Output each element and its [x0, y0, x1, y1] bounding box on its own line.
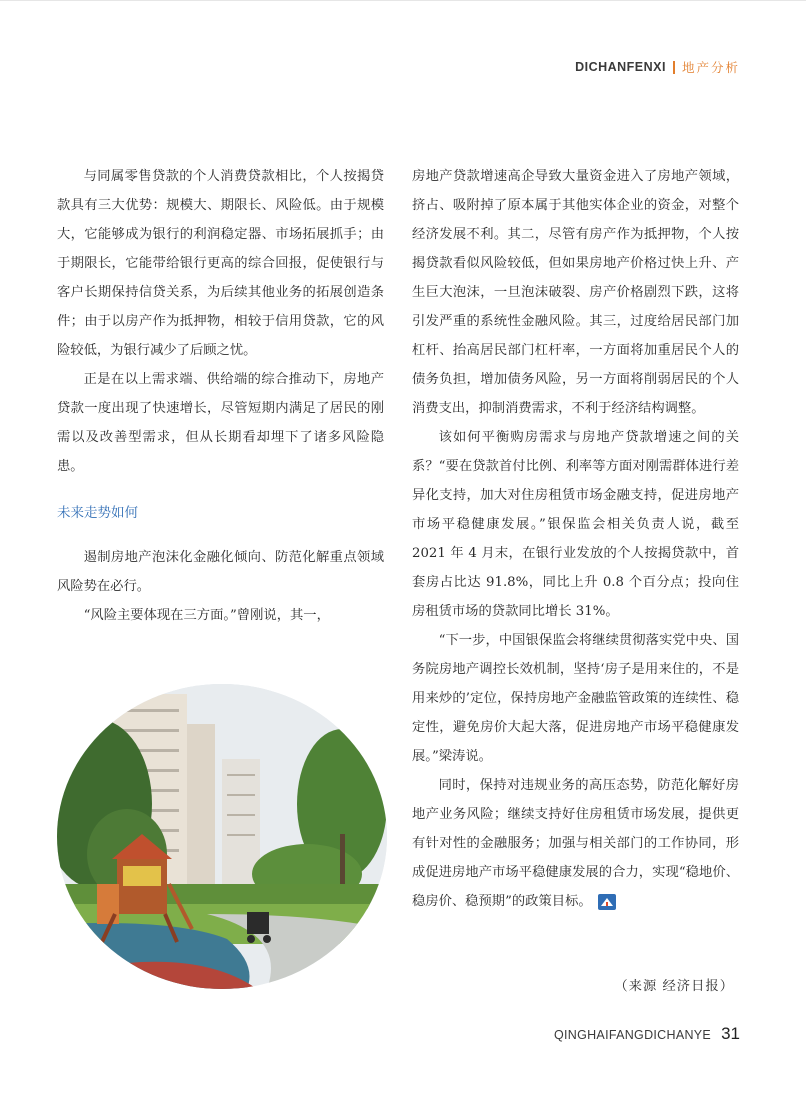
- section-heading: 未来走势如何: [57, 505, 138, 521]
- paragraph: 该如何平衡购房需求与房地产贷款增速之间的关系？“要在贷款首付比例、利率等方面对刚需群体进行差异化支持，加大对住房租赁市场金融支持，促进房地产市场平稳健康发展。”银保监会相关负责人说，截至 2021 年 4 月末，在银行业发放的个人按揭贷款中，首套房占比达 91.8%，同比上升 0.8 个百分点；投向住房租赁市场的贷款同比增长 31%。: [412, 430, 739, 619]
- paragraph: “风险主要体现在三方面。”曾刚说，其一，: [83, 608, 330, 623]
- paragraph-text: 同时，保持对违规业务的高压态势，防范化解好房地产业务风险；继续支持好住房租赁市场发展，提供更有针对性的金融服务；加强与相关部门的工作协同，形成促进房地产市场平稳健康发展的合力，实现“稳地价、稳房价、稳预期”的政策目标。: [412, 778, 739, 909]
- page-footer: [554, 1024, 740, 1044]
- article-source: （来源 经济日报）: [614, 979, 734, 994]
- paragraph: 房地产贷款增速高企导致大量资金进入了房地产领域，挤占、吸附掉了原本属于其他实体企业的资金，对整个经济发展不利。其二，尽管有房产作为抵押物，个人按揭贷款看似风险较低，但如果房地产价格过快上升、产生巨大泡沫，一旦泡沫破裂、房产价格剧烈下跌，这将引发严重的系统性金融风险。其三，过度给居民部门加杠杆、抬高居民部门杠杆率，一方面将加重居民个人的债务负担，增加债务风险，另一方面将削弱居民的个人消费支出，抑制消费需求，不利于经济结构调整。: [412, 169, 739, 416]
- paragraph: “下一步，中国银保监会将继续贯彻落实党中央、国务院房地产调控长效机制，坚持‘房子是用来住的，不是用来炒的’定位，保持房地产金融监管政策的连续性、稳定性，避免房价大起大落，促进房地产市场平稳健康发展。”梁涛说。: [412, 633, 739, 764]
- page-number: 31: [721, 1024, 740, 1043]
- paragraph: 与同属零售贷款的个人消费贷款相比，个人按揭贷款具有三大优势：规模大、期限长、风险低。由于规模大，它能够成为银行的利润稳定器、市场拓展抓手；由于期限长，它能带给银行更高的综合回报，促使银行与客户长期保持信贷关系，为后续其他业务的拓展创造条件；由于以房产作为抵押物，相较于信用贷款，它的风险较低，为银行减少了后顾之忧。: [57, 169, 384, 358]
- right-column: [412, 162, 739, 916]
- left-column: [57, 162, 384, 630]
- magazine-name: QINGHAIFANGDICHANYE: [553, 1028, 712, 1042]
- section-name-en: DICHANFENXI: [575, 60, 666, 74]
- top-border: [0, 0, 806, 1]
- header-divider: [673, 61, 675, 74]
- end-of-article-icon: [598, 894, 616, 910]
- paragraph-last: [412, 771, 739, 916]
- section-name-cn: 地产分析: [681, 60, 740, 75]
- residential-park-photo: [57, 684, 387, 989]
- paragraph: 正是在以上需求端、供给端的综合推动下，房地产贷款一度出现了快速增长，尽管短期内满足了居民的刚需以及改善型需求，但从长期看却埋下了诸多风险隐患。: [57, 372, 384, 474]
- paragraph: 遏制房地产泡沫化金融化倾向、防范化解重点领域风险势在必行。: [57, 550, 384, 594]
- section-header: [575, 58, 740, 76]
